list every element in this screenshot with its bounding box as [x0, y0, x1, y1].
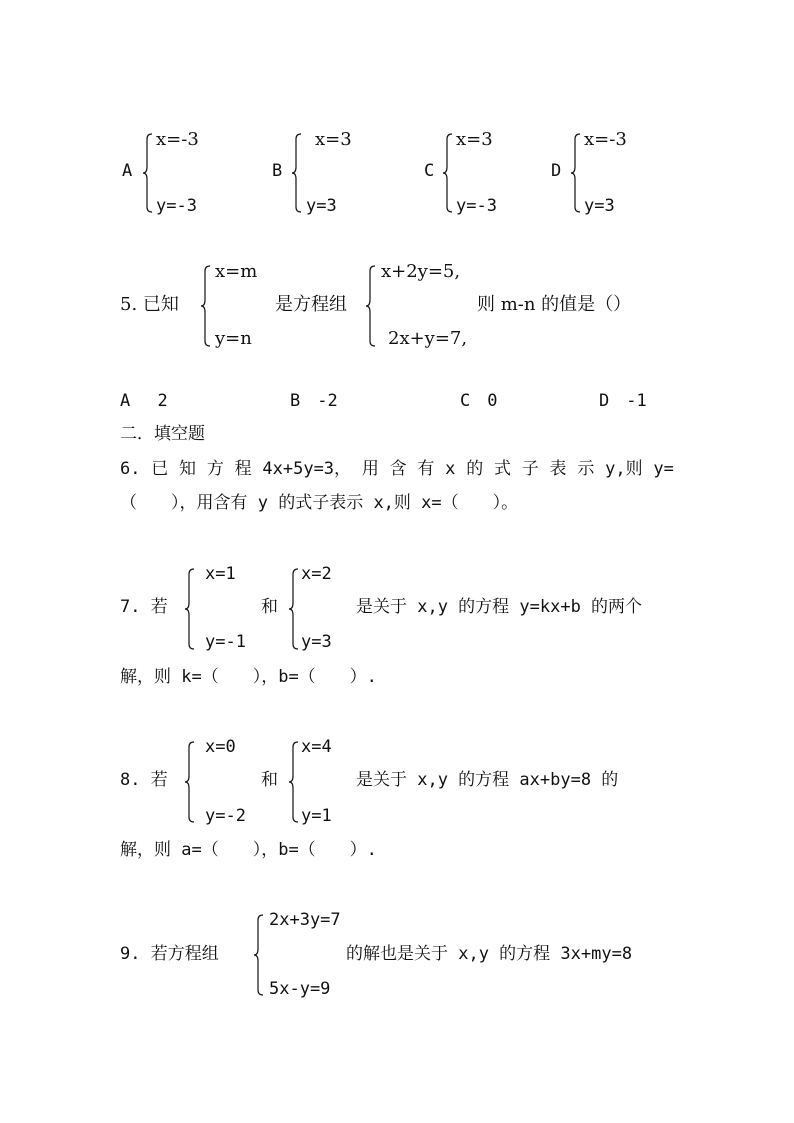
- q6-word: 示: [577, 459, 595, 479]
- q5-sol-y: y=n: [215, 328, 252, 349]
- q5-eq2: 2x+y=7,: [388, 328, 468, 349]
- q6-word: 式: [493, 459, 511, 479]
- q6-word: y=: [653, 459, 674, 479]
- section-heading: 二．填空题: [120, 424, 205, 444]
- option-d-y: y=3: [584, 196, 615, 216]
- option-b-x: x=3: [315, 129, 352, 150]
- q7-number: 7. 若: [120, 597, 168, 617]
- q9-tail: 的解也是关于 x,y 的方程 3x+my=8: [346, 944, 633, 964]
- q8-b-y: y=1: [301, 806, 332, 826]
- q5-eq1: x+2y=5,: [381, 261, 461, 282]
- q5-suffix: 则 m-n 的值是（）: [477, 294, 632, 315]
- q5-choice-d: D -1: [599, 391, 647, 411]
- option-d-x: x=-3: [584, 129, 627, 150]
- q8-b-x: x=4: [301, 737, 332, 757]
- q6-line2: （ ），用含有 y 的式子表示 x,则 x=（ ）。: [120, 493, 519, 513]
- q6-word: 用: [361, 459, 379, 479]
- q6-word: 4x+5y=3，: [262, 459, 352, 479]
- q6-word: 知: [179, 459, 197, 479]
- left-brace-icon: [291, 133, 303, 213]
- q6-word: 有: [417, 459, 435, 479]
- option-c-letter: C: [424, 161, 435, 181]
- q7-tail: 是关于 x,y 的方程 y=kx+b 的两个: [356, 597, 643, 617]
- left-brace-icon: [365, 265, 377, 347]
- q7-line2: 解，则 k=（ ），b=（ ）.: [120, 667, 377, 687]
- q6-word: 方: [206, 459, 224, 479]
- q5-prefix: 5. 已知: [120, 294, 179, 315]
- option-b-y: y=3: [306, 196, 337, 216]
- option-c-y: y=-3: [456, 196, 497, 216]
- option-d-letter: D: [551, 161, 562, 181]
- left-brace-icon: [184, 568, 196, 650]
- left-brace-icon: [200, 265, 212, 347]
- q6-word: 程: [234, 459, 252, 479]
- q6-word: x: [445, 459, 456, 479]
- option-b-letter: B: [272, 161, 283, 181]
- q5-mid: 是方程组: [275, 294, 347, 315]
- option-a-y: y=-3: [156, 196, 197, 216]
- q7-a-x: x=1: [205, 564, 236, 584]
- q6-word: 子: [521, 459, 539, 479]
- q8-number: 8. 若: [120, 770, 168, 790]
- left-brace-icon: [253, 914, 265, 996]
- q9-eq2: 5x-y=9: [269, 979, 331, 999]
- q6-word: 已: [151, 459, 169, 479]
- q6-word: 6.: [120, 459, 141, 479]
- q6-word: 含: [389, 459, 407, 479]
- q5-choice-a: A 2: [120, 391, 168, 411]
- left-brace-icon: [142, 133, 154, 213]
- q5-choice-c: C 0: [460, 391, 498, 411]
- q9-number: 9. 若方程组: [120, 944, 219, 964]
- q6-word: y,则: [605, 459, 643, 479]
- left-brace-icon: [570, 133, 582, 213]
- q7-b-y: y=3: [301, 632, 332, 652]
- option-c-x: x=3: [456, 129, 493, 150]
- q8-line2: 解，则 a=（ ），b=（ ）.: [120, 840, 377, 860]
- q6-word: 的: [466, 459, 484, 479]
- q5-choice-b: B -2: [290, 391, 338, 411]
- q8-a-y: y=-2: [205, 806, 246, 826]
- q9-eq1: 2x+3y=7: [269, 910, 341, 930]
- q8-tail: 是关于 x,y 的方程 ax+by=8 的: [356, 770, 619, 790]
- left-brace-icon: [288, 568, 300, 650]
- q7-and: 和: [261, 597, 278, 617]
- left-brace-icon: [184, 741, 196, 823]
- q8-and: 和: [261, 770, 278, 790]
- q6-word: 表: [549, 459, 567, 479]
- option-a-letter: A: [122, 161, 133, 181]
- q6-line1: [120, 461, 674, 478]
- left-brace-icon: [288, 741, 300, 823]
- q8-a-x: x=0: [205, 737, 236, 757]
- option-a-x: x=-3: [156, 129, 199, 150]
- q7-b-x: x=2: [301, 564, 332, 584]
- q7-a-y: y=-1: [205, 632, 246, 652]
- q5-sol-x: x=m: [215, 261, 258, 282]
- left-brace-icon: [442, 133, 454, 213]
